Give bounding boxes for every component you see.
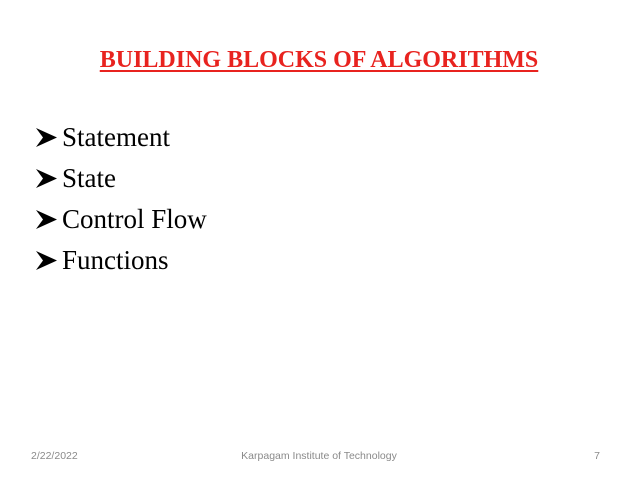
bullet-item-control-flow bbox=[33, 199, 207, 240]
slide-title: BUILDING BLOCKS OF ALGORITHMS bbox=[99, 47, 539, 73]
bullet-list bbox=[33, 117, 207, 281]
footer-page-number: 7 bbox=[594, 450, 600, 462]
arrow-bullet-icon bbox=[33, 247, 60, 274]
bullet-label: Control Flow bbox=[62, 204, 207, 234]
bullet-label: State bbox=[62, 163, 116, 193]
bullet-label: Functions bbox=[62, 245, 169, 275]
footer-date: 2/22/2022 bbox=[31, 450, 78, 462]
arrow-bullet-icon bbox=[33, 124, 60, 151]
bullet-item-functions bbox=[33, 240, 207, 281]
bullet-item-statement bbox=[33, 117, 207, 158]
bullet-label: Statement bbox=[62, 122, 170, 152]
arrow-bullet-icon bbox=[33, 206, 60, 233]
footer-institution: Karpagam Institute of Technology bbox=[241, 450, 397, 462]
arrow-bullet-icon bbox=[33, 165, 60, 192]
bullet-item-state bbox=[33, 158, 207, 199]
